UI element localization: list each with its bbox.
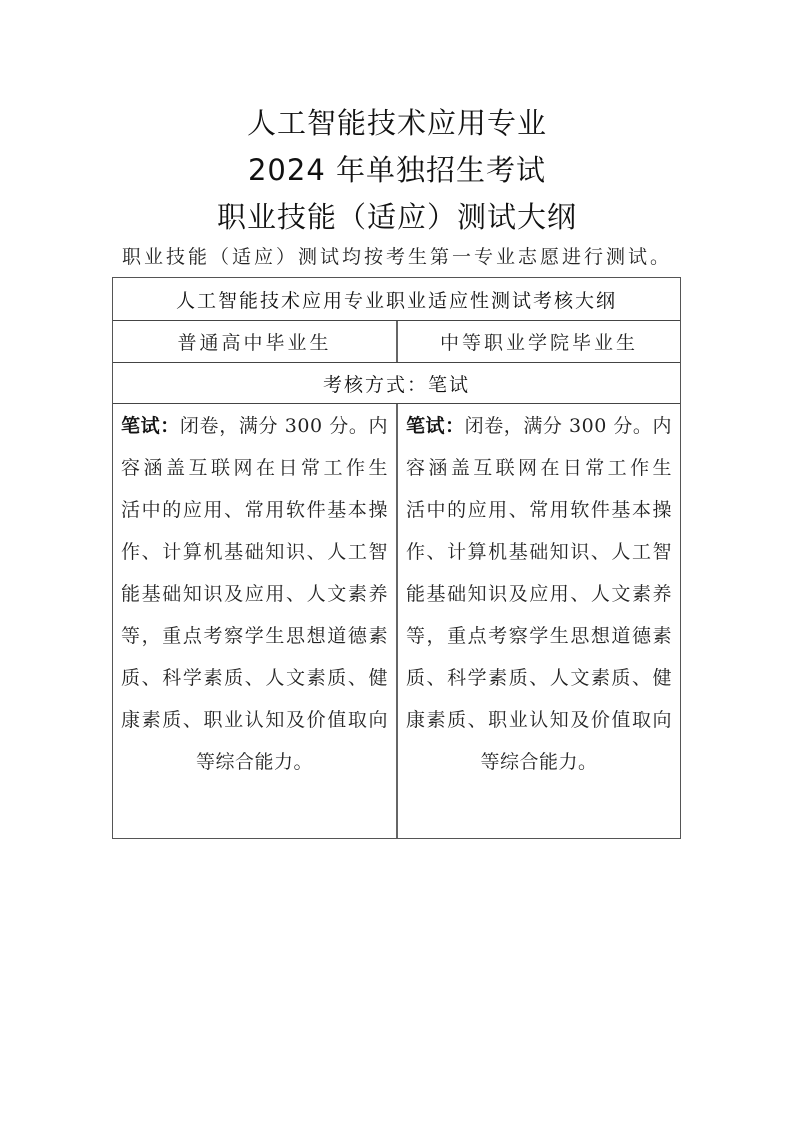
content-text: 闭卷，满分 300 分。内 — [464, 415, 672, 437]
column-header-high-school: 普通高中毕业生 — [113, 321, 398, 362]
content-line: 容涵盖互联网在日常工作生 — [406, 457, 672, 479]
content-line: 作、计算机基础知识、人工智 — [406, 541, 672, 563]
content-line: 容涵盖互联网在日常工作生 — [121, 457, 388, 479]
content-cell-high-school — [113, 404, 398, 838]
content-line: 能基础知识及应用、人文素养 — [121, 583, 388, 605]
content-line: 质、科学素质、人文素质、健 — [121, 667, 388, 689]
content-cell-vocational — [398, 404, 680, 838]
intro-paragraph: 职业技能（适应）测试均按考生第一专业志愿进行测试。 — [121, 246, 672, 268]
document-title-line-1: 人工智能技术应用专业 — [246, 106, 547, 140]
table-header: 人工智能技术应用专业职业适应性测试考核大纲 — [175, 289, 617, 312]
content-line: 等综合能力。 — [195, 751, 313, 773]
document-title-line-2: 2024 年单独招生考试 — [247, 153, 547, 187]
content-line: 康素质、职业认知及价值取向 — [406, 709, 672, 731]
content-line: 等，重点考察学生思想道德素 — [121, 625, 388, 647]
content-line — [113, 411, 396, 453]
content-line: 质、科学素质、人文素质、健 — [406, 667, 672, 689]
content-line — [398, 411, 680, 453]
content-line: 作、计算机基础知识、人工智 — [121, 541, 388, 563]
content-line: 等，重点考察学生思想道德素 — [406, 625, 672, 647]
exam-label: 笔试： — [121, 415, 180, 437]
column-header-row — [113, 321, 680, 363]
method-row — [113, 363, 680, 404]
table-header-row — [113, 278, 680, 321]
syllabus-table — [112, 277, 681, 839]
content-line: 等综合能力。 — [480, 751, 598, 773]
content-line: 康素质、职业认知及价值取向 — [121, 709, 388, 731]
content-line: 能基础知识及应用、人文素养 — [406, 583, 672, 605]
column-header-vocational: 中等职业学院毕业生 — [439, 332, 638, 354]
content-line: 活中的应用、常用软件基本操 — [406, 499, 672, 521]
exam-method: 考核方式：笔试 — [322, 373, 470, 396]
document-title-line-3: 职业技能（适应）测试大纲 — [216, 200, 577, 234]
exam-label: 笔试： — [406, 415, 465, 437]
content-row — [113, 404, 680, 838]
content-line: 活中的应用、常用软件基本操 — [121, 499, 388, 521]
content-text: 闭卷，满分 300 分。内 — [179, 415, 388, 437]
